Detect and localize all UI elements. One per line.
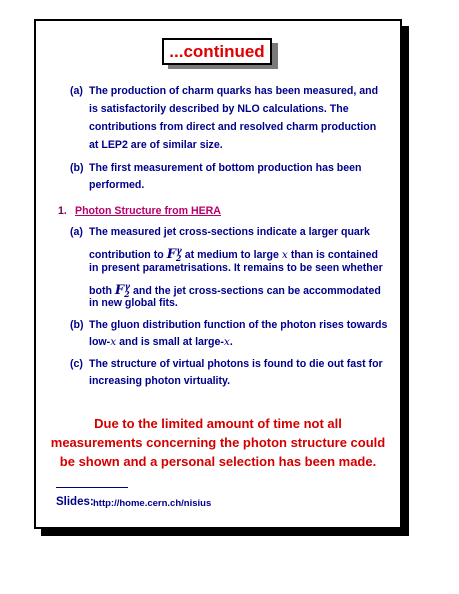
list-item-text: in present parametrisations. It remains to be seen whether	[89, 262, 383, 274]
list-item-text: is satisfactorily described by NLO calculations. The	[89, 103, 349, 115]
list-item-text: The structure of virtual photons is found to die out fast for	[89, 358, 383, 370]
list-item-text: increasing photon virtuality.	[89, 375, 231, 387]
list-marker: (a)	[70, 85, 83, 97]
math-variable: x	[223, 336, 230, 348]
math-subscript: 2	[124, 289, 130, 299]
text-run: and is small at large-	[116, 336, 224, 348]
math-base: F	[114, 283, 125, 298]
text-run: low-	[89, 336, 111, 348]
slides-url-link[interactable]: http://home.cern.ch/nisius	[93, 498, 212, 509]
math-subscript: 2	[175, 253, 182, 263]
text-run: .	[229, 336, 233, 348]
math-superscript: γ	[176, 245, 182, 255]
list-item-text: in new global fits.	[89, 297, 178, 309]
math-superscript: γ	[124, 281, 130, 291]
closing-note: be shown and a personal selection has been made.	[59, 454, 377, 469]
f2-gamma-symbol	[167, 247, 182, 262]
list-marker: (b)	[70, 319, 84, 331]
text-run: both	[89, 285, 112, 297]
list-item-text: The measured jet cross-sections indicate a larger quark	[89, 226, 370, 238]
section-number: 1.	[58, 205, 67, 217]
math-variable: x	[110, 336, 117, 348]
slide-title: ...continued	[162, 38, 272, 65]
math-base: F	[166, 247, 176, 262]
math-variable: x	[281, 249, 288, 261]
slides-label: Slides:	[56, 496, 94, 508]
footnote-rule	[56, 487, 128, 488]
text-run: at medium to large	[184, 249, 279, 261]
closing-note: measurements concerning the photon structure could	[50, 435, 386, 450]
list-item-text: at LEP2 are of similar size.	[89, 139, 223, 151]
list-item-text: The gluon distribution function of the photon rises towards	[89, 319, 388, 331]
list-marker: (b)	[70, 162, 84, 174]
text-run: and the jet cross-sections can be accommodated	[132, 285, 381, 297]
list-item-text: contributions from direct and resolved charm production	[89, 121, 377, 133]
list-item-text: The first measurement of bottom production has been	[89, 162, 362, 174]
section-title-link[interactable]: Photon Structure from HERA	[75, 205, 221, 217]
text-run: than is contained	[290, 249, 378, 261]
closing-note: Due to the limited amount of time not all	[94, 416, 342, 431]
list-item-text: performed.	[89, 179, 145, 191]
list-item-text: The production of charm quarks has been measured, and	[89, 85, 379, 97]
list-marker: (c)	[70, 358, 83, 370]
list-item-text	[89, 335, 233, 350]
list-marker: (a)	[70, 226, 83, 238]
text-run: contribution to	[89, 249, 164, 261]
